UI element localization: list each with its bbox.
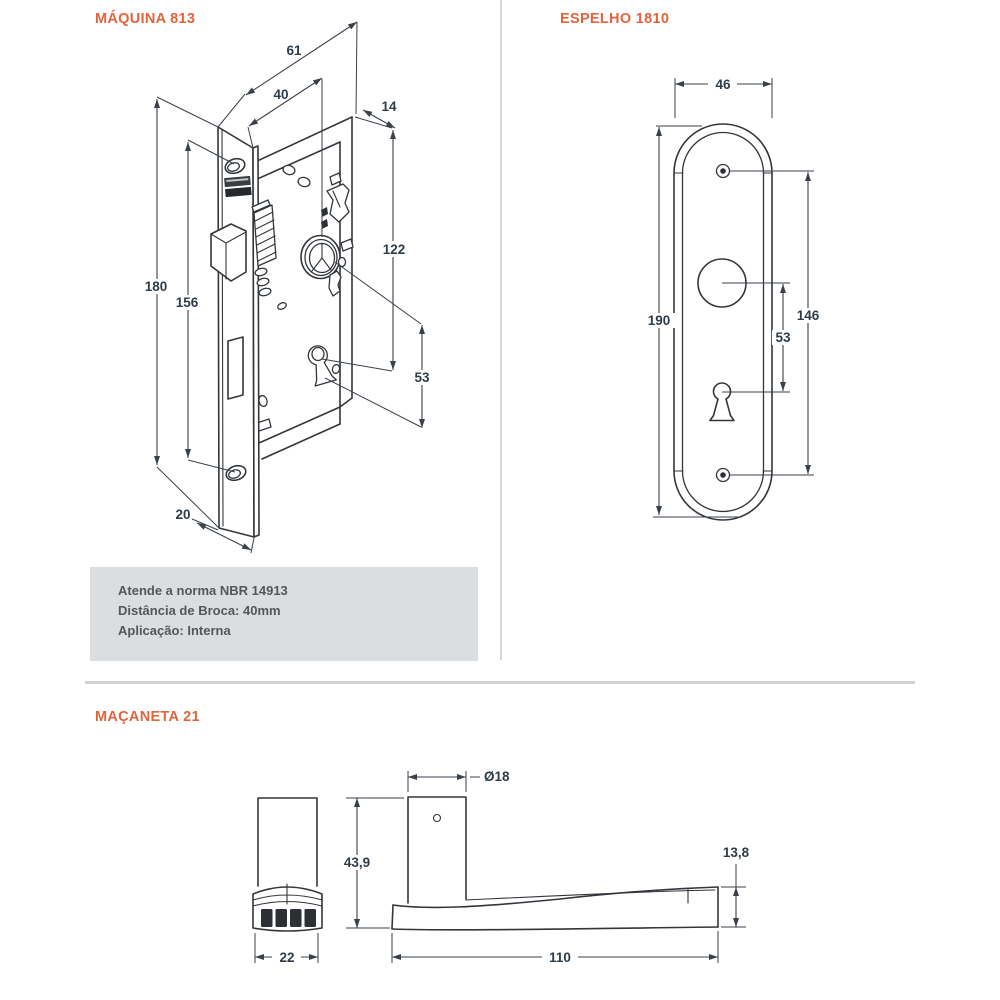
dim-height-439 bbox=[338, 798, 404, 928]
dim-tip-height-138 bbox=[721, 845, 750, 927]
end-view-stem bbox=[258, 798, 317, 886]
lock-faceplate bbox=[211, 127, 276, 537]
macaneta-drawing bbox=[253, 769, 750, 965]
case-screw-post-hole-2 bbox=[297, 176, 311, 188]
dim-label-espelho-53: 53 bbox=[775, 330, 791, 345]
spring-coil-3 bbox=[258, 287, 271, 297]
case-top-front-edge bbox=[253, 142, 340, 181]
dim-plate-height-180 bbox=[141, 97, 219, 528]
lever-bottom-edge bbox=[392, 927, 718, 930]
stem-pin-hole bbox=[434, 815, 441, 822]
dim-label-122: 122 bbox=[382, 242, 406, 257]
section-title-maquina: MÁQUINA 813 bbox=[95, 11, 196, 27]
deadbolt-slot bbox=[228, 337, 243, 399]
maquina-drawing bbox=[141, 22, 433, 553]
note-norma: Atende a norma NBR 14913 bbox=[118, 583, 288, 598]
dim-label-20: 20 bbox=[175, 507, 191, 522]
dim-label-439: 43,9 bbox=[343, 855, 371, 870]
plate-inner bbox=[683, 133, 764, 512]
dim-label-146: 146 bbox=[796, 308, 820, 323]
rivet-hole bbox=[277, 301, 288, 310]
dim-label-o18: Ø18 bbox=[484, 769, 510, 784]
dim-label-190: 190 bbox=[647, 313, 671, 328]
note-aplicacao: Aplicação: Interna bbox=[118, 623, 231, 638]
dim-length-110 bbox=[392, 931, 718, 965]
espelho-drawing bbox=[643, 77, 824, 520]
tumbler-lever bbox=[329, 271, 341, 296]
latch-bolt-outline bbox=[211, 224, 246, 281]
dim-label-110: 110 bbox=[549, 950, 571, 965]
dim-label-40: 40 bbox=[273, 87, 289, 102]
dim-label-180: 180 bbox=[144, 279, 168, 294]
section-title-espelho: ESPELHO 1810 bbox=[560, 11, 670, 27]
dim-label-156: 156 bbox=[175, 295, 199, 310]
handle-side-view bbox=[338, 769, 750, 965]
lock-dimensions bbox=[141, 22, 433, 553]
handle-end-view bbox=[253, 798, 322, 965]
case-key-pin bbox=[331, 364, 340, 375]
dim-width-46 bbox=[675, 77, 772, 118]
dim-label-lock-53: 53 bbox=[414, 370, 430, 385]
spring-block bbox=[254, 205, 276, 266]
section-title-macaneta: MAÇANETA 21 bbox=[95, 709, 200, 725]
case-bottom-front-edge bbox=[262, 424, 340, 459]
dim-stem-diameter-18 bbox=[408, 769, 510, 792]
dim-label-46: 46 bbox=[715, 77, 731, 92]
dim-grip-width-22 bbox=[255, 933, 318, 965]
case-bottom-connector bbox=[340, 398, 352, 407]
dim-key-offset-53 bbox=[325, 262, 433, 428]
dim-label-14: 14 bbox=[381, 99, 397, 114]
espelho-screw-bottom-center bbox=[720, 472, 726, 478]
latch-bolt bbox=[211, 224, 246, 281]
note-broca: Distância de Broca: 40mm bbox=[118, 603, 281, 618]
dim-label-22: 22 bbox=[279, 950, 295, 965]
dim-depth-61 bbox=[218, 22, 357, 127]
dim-label-138: 13,8 bbox=[722, 845, 750, 860]
lever-top-edge bbox=[393, 887, 718, 907]
case-screw-post-hole-1 bbox=[282, 164, 296, 176]
side-view-stem bbox=[408, 797, 466, 903]
espelho-screw-top-center bbox=[720, 168, 726, 174]
dim-label-61: 61 bbox=[286, 43, 302, 58]
case-top-back-edge bbox=[253, 117, 352, 163]
dim-thickness-14 bbox=[363, 99, 397, 128]
